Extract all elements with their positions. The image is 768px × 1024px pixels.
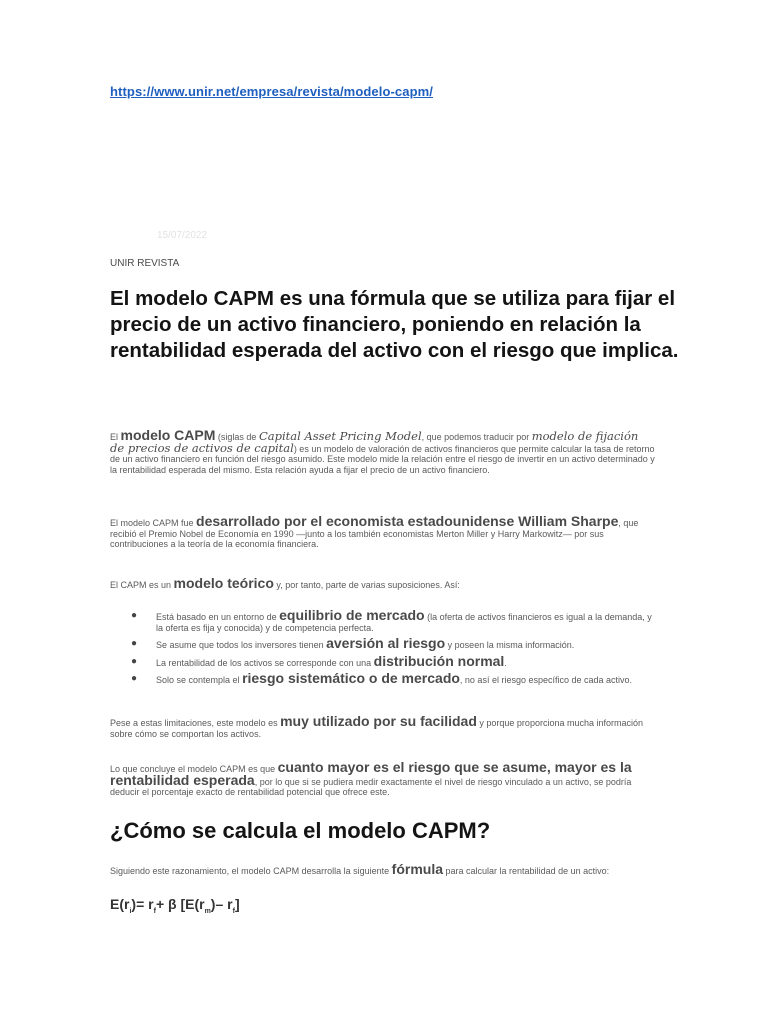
- formula-subscript: i: [129, 907, 132, 915]
- concluye-bold: cuanto mayor es el riesgo que se asume, mayor es la rentabilidad esperada: [110, 759, 632, 788]
- formula-part: E(r: [110, 896, 130, 912]
- item-bold: distribución normal: [373, 652, 505, 669]
- formula-subscript: m: [204, 907, 211, 915]
- sharpe-text: , que recibió el Premio Nobel de Economía en 1990 —junto a los también economistas Merton Miller y Harry Markowitz— por sus contribuciones a la teoría de la economía financiera.: [110, 518, 639, 549]
- formula-subscript: f: [232, 907, 235, 915]
- limitaciones-text: y porque proporciona mucha información sobre cómo se comportan los activos.: [110, 718, 643, 739]
- item-text: y poseen la misma información.: [445, 640, 575, 650]
- intro-italic: Capital Asset Pricing Model: [258, 429, 422, 443]
- list-item: [110, 670, 655, 686]
- bullet-icon: ●: [131, 638, 138, 649]
- formula-part: + β [E(r: [155, 896, 205, 912]
- section-heading: ¿Cómo se calcula el modelo CAPM?: [110, 818, 491, 843]
- assumptions-list: [110, 607, 655, 691]
- teorico-paragraph: [110, 575, 655, 591]
- razonamiento-paragraph: [110, 861, 655, 877]
- publish-date: 15/07/2022: [157, 230, 208, 241]
- item-text: (la oferta de activos financieros es igual a la demanda, y la oferta es fija y conocida) y de competencia perfecta.: [156, 612, 652, 633]
- razonamiento-text: Siguiendo este razonamiento, el modelo CAPM desarrolla la siguiente: [110, 866, 392, 876]
- formula-part: )– r: [210, 896, 233, 912]
- intro-bold: modelo CAPM: [120, 427, 216, 443]
- item-bold: aversión al riesgo: [326, 635, 446, 651]
- concluye-text: Lo que concluye el modelo CAPM es que: [110, 764, 278, 774]
- intro-paragraph: [110, 427, 655, 475]
- headline: El modelo CAPM es una fórmula que se utiliza para fijar el precio de un activo financiero, poniendo en relación la rentabilidad esperada del activo con el riesgo que implica.: [110, 287, 679, 362]
- teorico-bold: modelo teórico: [173, 575, 274, 591]
- intro-italic: modelo de fijación de precios de activos de capital: [110, 429, 639, 455]
- item-text: La rentabilidad de los activos se corresponde con una: [156, 657, 374, 668]
- formula-subscript: f: [153, 907, 156, 915]
- list-item: [110, 607, 655, 633]
- item-text: Está basado en un entorno de: [156, 612, 280, 622]
- item-text: , no así el riesgo específico de cada activo.: [459, 675, 633, 685]
- bullet-icon: ●: [131, 610, 138, 621]
- item-text: Solo se contempla el: [156, 675, 243, 685]
- item-text: .: [504, 657, 507, 668]
- limitaciones-bold: muy utilizado por su facilidad: [280, 713, 477, 729]
- sharpe-text: El modelo CAPM fue: [110, 518, 197, 528]
- item-text: Se asume que todos los inversores tienen: [156, 640, 327, 650]
- list-item: [110, 635, 655, 651]
- capm-formula: [110, 896, 240, 915]
- concluye-text: , por lo que si se pudiera medir exactamente el nivel de riesgo vinculado a un activo, se podría deducir el porcentaje exacto de rentabilidad potencial que ofrece este.: [110, 776, 632, 797]
- list-item: [110, 652, 655, 669]
- teorico-text: y, por tanto, parte de varias suposiciones. Así:: [273, 580, 460, 590]
- sharpe-paragraph: [110, 513, 655, 550]
- concluye-paragraph: [110, 759, 655, 798]
- limitaciones-text: Pese a estas limitaciones, este modelo es: [110, 718, 281, 728]
- intro-text: (siglas de: [215, 432, 259, 442]
- teorico-text: El CAPM es un: [110, 580, 174, 590]
- article-url-link[interactable]: https://www.unir.net/empresa/revista/modelo-capm/: [110, 84, 433, 99]
- limitaciones-paragraph: [110, 713, 655, 739]
- formula-part: )= r: [131, 896, 154, 912]
- item-bold: riesgo sistemático o de mercado: [242, 670, 460, 686]
- formula-part: ]: [234, 896, 240, 912]
- section-kicker: UNIR REVISTA: [110, 258, 180, 269]
- bullet-icon: ●: [131, 673, 138, 684]
- intro-text: ) es un modelo de valoración de activos financieros que permite calcular la tasa de retorno de un activo financiero en función del riesgo asumido. Este modelo mide la relación entre el riesgo de invertir en un activo determinado y la rentabilidad esperada del mismo. Esta relación ayuda a fijar el precio de un activo financiero.: [110, 443, 655, 475]
- intro-text: El: [110, 432, 121, 442]
- bullet-icon: ●: [131, 655, 138, 667]
- sharpe-bold: desarrollado por el economista estadounidense William Sharpe: [196, 513, 619, 529]
- razonamiento-bold: fórmula: [391, 861, 444, 877]
- intro-text: , que podemos traducir por: [421, 432, 532, 442]
- item-bold: equilibrio de mercado: [279, 607, 425, 623]
- razonamiento-text: para calcular la rentabilidad de un activo:: [443, 866, 610, 876]
